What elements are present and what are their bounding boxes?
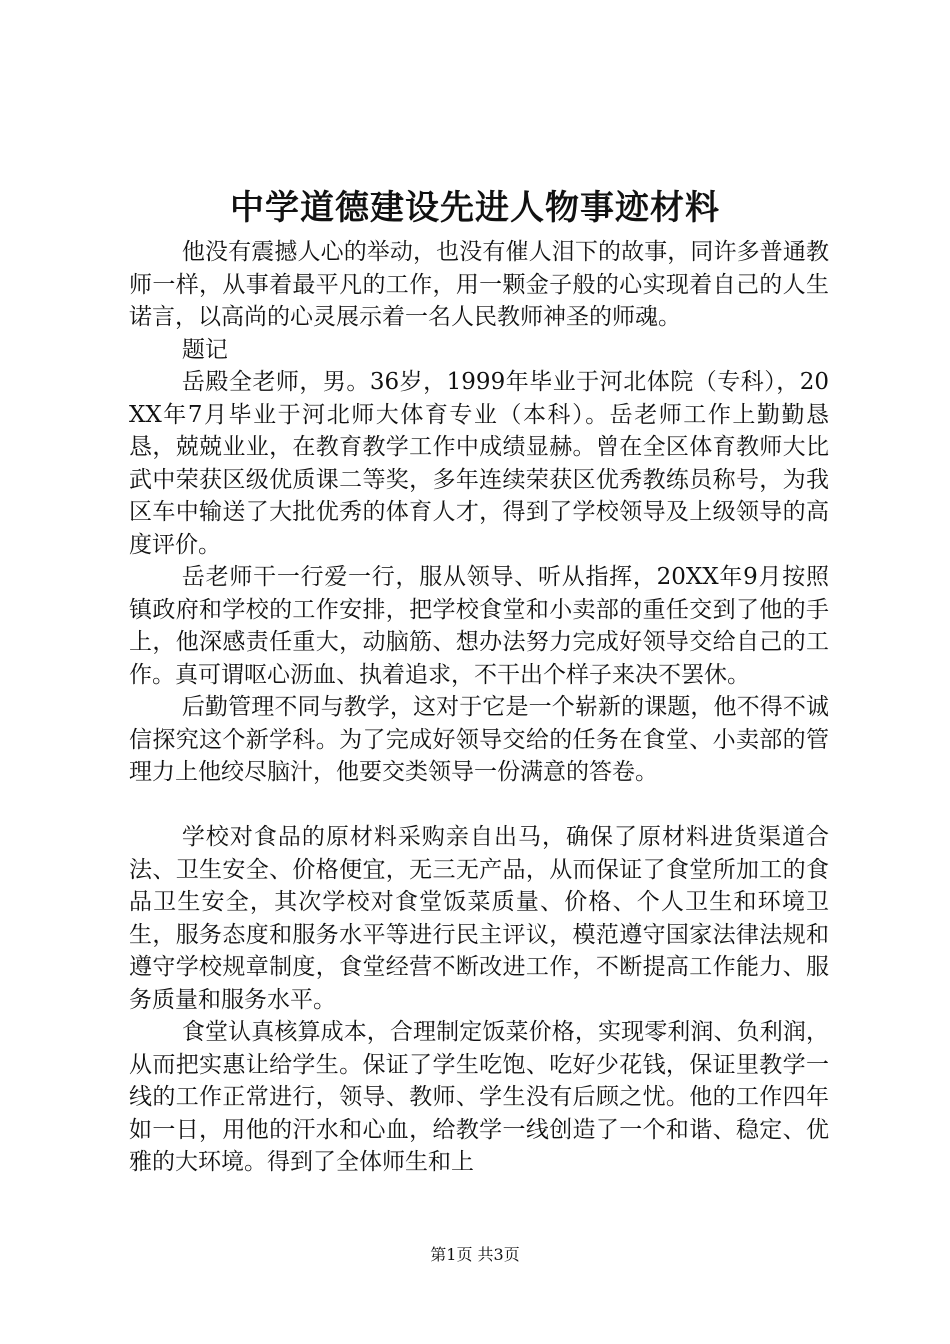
paragraph-logistics: 后勤管理不同与教学，这对于它是一个崭新的课题，他不得不诚信探究这个新学科。为了完成好领导交给的任务在食堂、小卖部的管理力上他绞尽脑汁，他要交类领导一份满意的答卷。: [129, 694, 829, 785]
paragraph-cost-accounting: 食堂认真核算成本，合理制定饭菜价格，实现零利润、负利润，从而把实惠让给学生。保证了学生吃饱、吃好少花钱，保证里教学一线的工作正常进行，领导、教师、学生没有后顾之忧。他的工作四年如一日，用他的汗水和心血，给教学一线创造了一个和谐、稳定、优雅的大环境。得到了全体师生和上: [129, 1019, 829, 1175]
paragraph-procurement: 学校对食品的原材料采购亲自出马，确保了原材料进货渠道合法、卫生安全、价格便宜，无三无产品，从而保证了食堂所加工的食品卫生安全，其次学校对食堂饭菜质量、价格、个人卫生和环境卫生，服务态度和服务水平等进行民主评议，模范遵守国家法律法规和遵守学校规章制度，食堂经营不断改进工作，不断提高工作能力、服务质量和服务水平。: [129, 824, 829, 1013]
paragraph-profile: 岳殿全老师，男。36岁，1999年毕业于河北体院（专科），20XX年7月毕业于河北师大体育专业（本科）。岳老师工作上勤勤恳恳，兢兢业业，在教育教学工作中成绩显赫。曾在全区体育教师大比武中荣获区级优质课二等奖，多年连续荣获区优秀教练员称号，为我区车中输送了大批优秀的体育人才，得到了学校领导及上级领导的高度评价。: [129, 369, 829, 558]
paragraph-canteen-assignment: 岳老师干一行爱一行，服从领导、听从指挥，20XX年9月按照镇政府和学校的工作安排，把学校食堂和小卖部的重任交到了他的手上，他深感责任重大，动脑筋、想办法努力完成好领导交给自己的工作。真可谓呕心沥血、执着追求，不干出个样子来决不罢休。: [129, 564, 829, 688]
paragraph-intro: 他没有震撼人心的举动，也没有催人泪下的故事，同许多普通教师一样，从事着最平凡的工作，用一颗金子般的心实现着自己的人生诺言，以高尚的心灵展示着一名人民教师神圣的师魂。: [129, 239, 829, 330]
document-title: 中学道德建设先进人物事迹材料: [230, 188, 720, 228]
paragraph-epigraph-label: 题记: [181, 336, 228, 363]
document-body: [129, 236, 829, 1179]
page-number-footer: 第1页 共3页: [430, 1245, 520, 1264]
